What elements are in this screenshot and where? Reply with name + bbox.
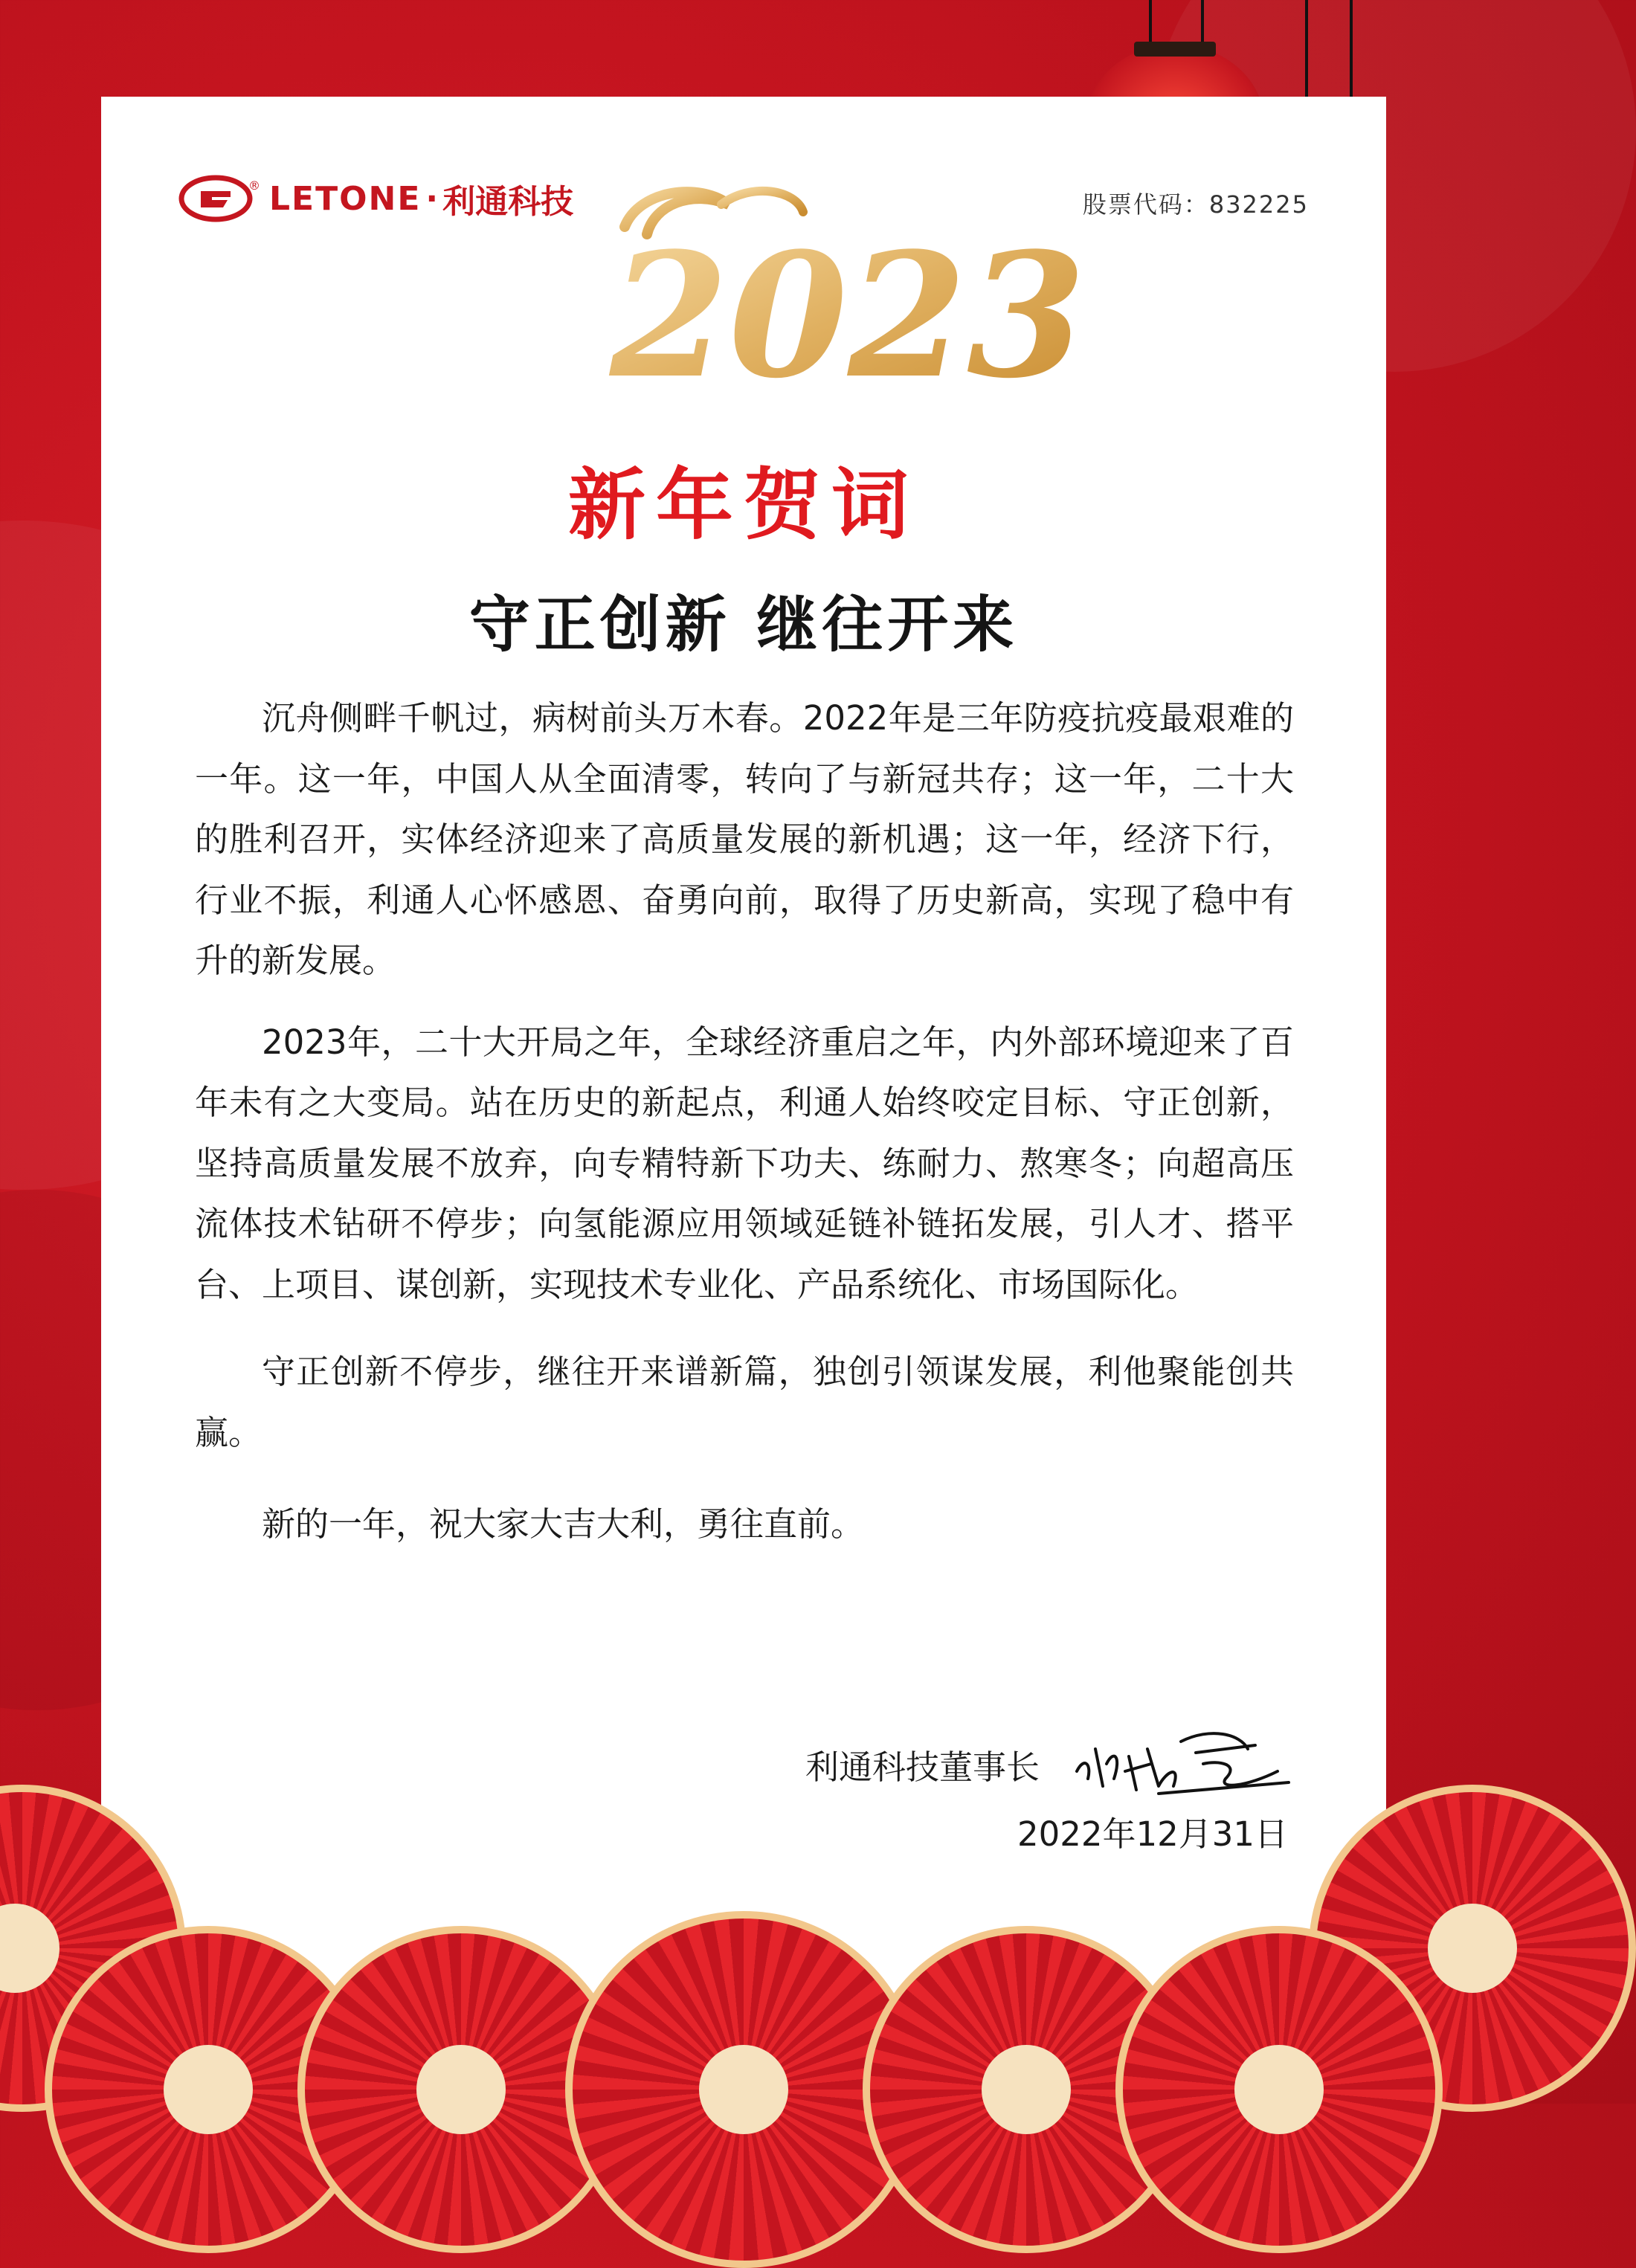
stock-code: 股票代码：832225 [1082, 190, 1309, 219]
letter-body [195, 688, 1294, 1555]
registered-mark: ® [248, 178, 260, 193]
handwritten-signature [1069, 1719, 1292, 1808]
page-subtitle: 守正创新 继往开来 [468, 590, 1019, 660]
page-title: 新年贺词 [567, 460, 919, 550]
paragraph: 守正创新不停步，继往开来谱新篇，独创引领谋发展，利他聚能创共赢。 [195, 1352, 1294, 1452]
paragraph: 2023年，二十大开局之年，全球经济重启之年，内外部环境迎来了百年未有之大变局。站在历史的新起点，利通人始终咬定目标、守正创新，坚持高质量发展不放弃，向专精特新下功夫、练耐力、熬寒冬；向超高压流体技术钻研不停步；向氢能源应用领域延链补链拓发展，引人才、搭平台、上项目、谋创新，实现技术专业化、产品系统化、市场国际化。 [195, 1022, 1294, 1304]
paragraph: 沉舟侧畔千帆过，病树前头万木春。2022年是三年防疫抗疫最艰难的一年。这一年，中国人从全面清零，转向了与新冠共存；这一年，二十大的胜利召开，实体经济迎来了高质量发展的新机遇；这一年，经济下行，行业不振，利通人心怀感恩、奋勇向前，取得了历史新高，实现了稳中有升的新发展。 [195, 698, 1294, 980]
company-logo [178, 175, 573, 222]
year-2023-art [580, 175, 1086, 416]
logo-separator: · [425, 179, 439, 218]
signature-block [805, 1719, 1292, 1808]
paragraph: 新的一年，祝大家大吉大利，勇往直前。 [262, 1504, 865, 1544]
letone-logo-icon [178, 175, 253, 222]
signer-title: 利通科技董事长 [805, 1747, 1040, 1787]
logo-chinese-name: 利通科技 [442, 183, 574, 221]
year-2023-text: 2023 [610, 216, 1086, 416]
logo-wordmark: LETONE [269, 179, 422, 218]
letter-date: 2022年12月31日 [1017, 1814, 1288, 1854]
